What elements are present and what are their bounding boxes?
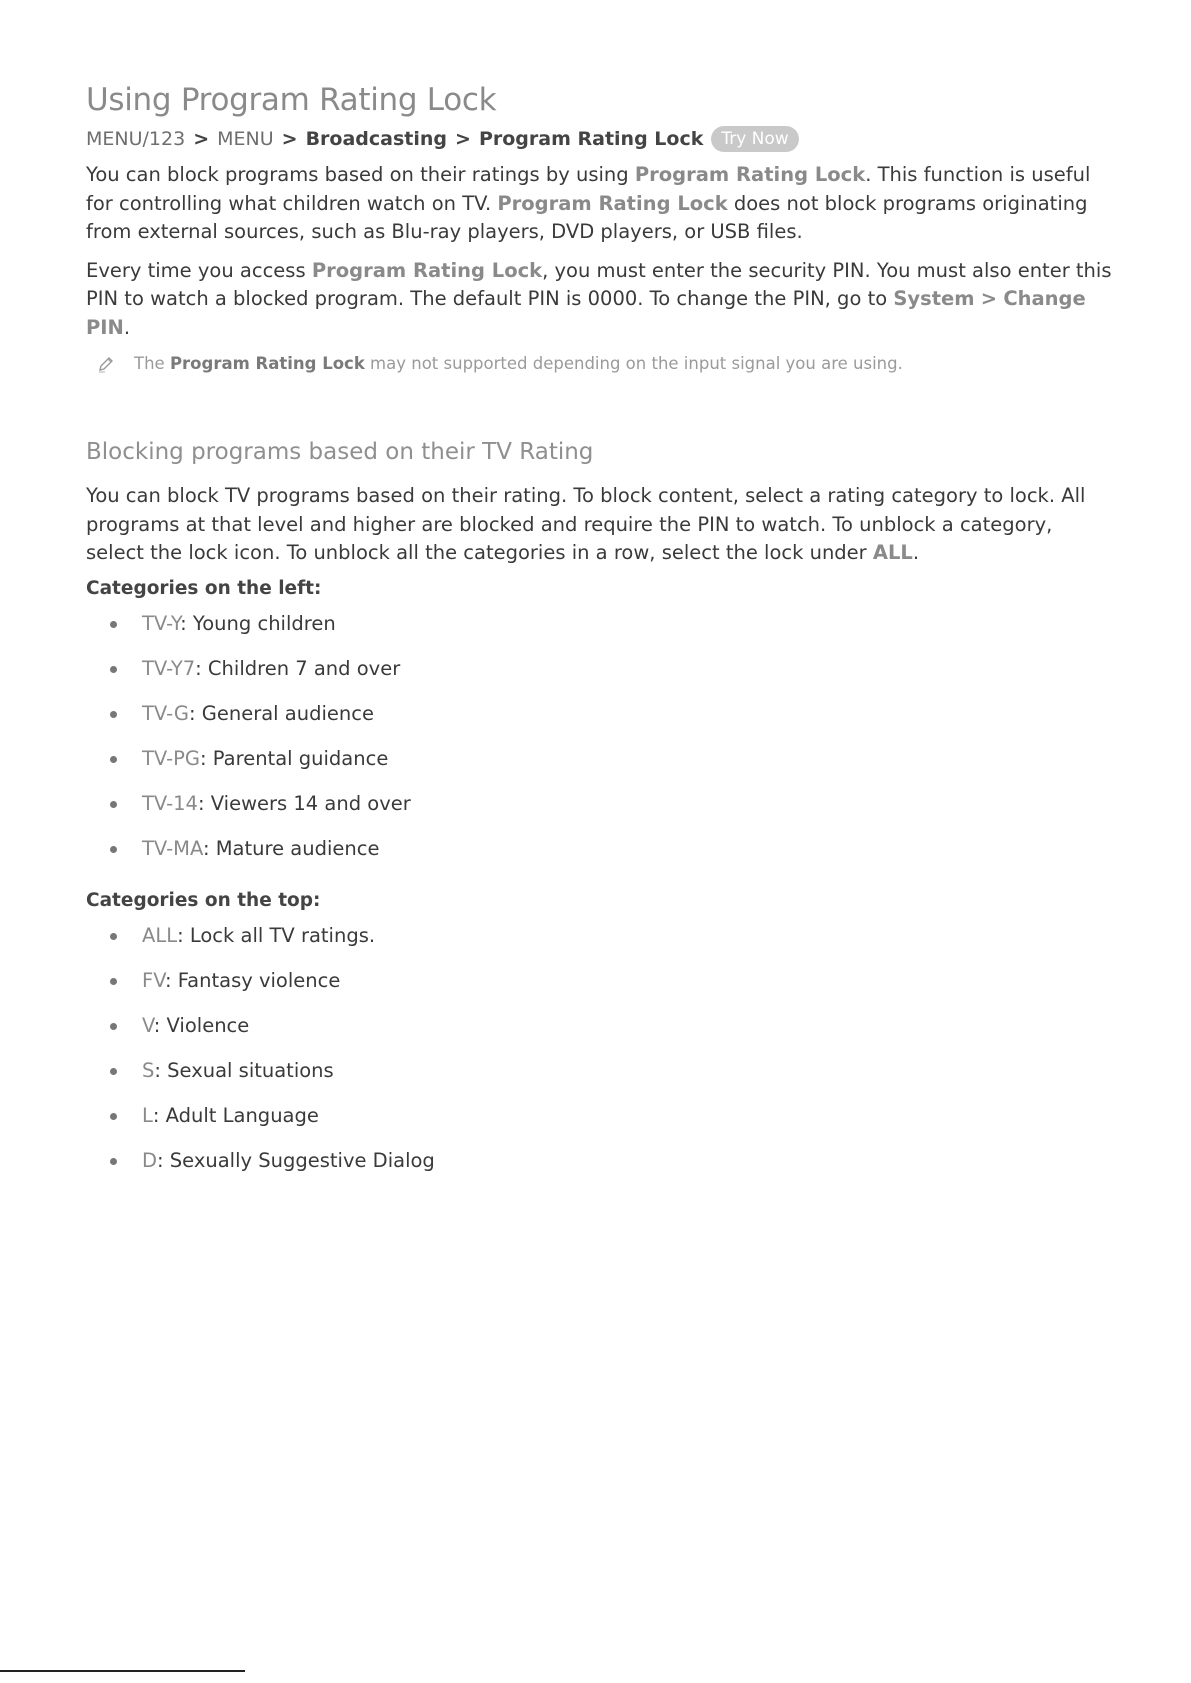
list-item: V: Violence — [86, 1012, 1116, 1057]
list-item: ALL: Lock all TV ratings. — [86, 922, 1116, 967]
term-all: ALL — [872, 541, 913, 564]
note — [86, 352, 1116, 376]
chevron-right-icon: > — [193, 128, 210, 150]
breadcrumb-item-menu: MENU — [217, 128, 274, 150]
intro-paragraph-1: You can block programs based on their ratings by using Program Rating Lock. This function is useful for controlling what children watch on TV. Program Rating Lock does not block programs originating from external sources, such as Blu-ray players, DVD players, or USB files. — [86, 163, 1091, 243]
manual-page — [86, 80, 1116, 1192]
bullet-icon — [110, 666, 117, 673]
list-item: L: Adult Language — [86, 1102, 1116, 1147]
bullet-icon — [110, 1068, 117, 1075]
breadcrumb-item-broadcasting: Broadcasting — [305, 128, 448, 150]
top-categories-list — [86, 922, 1116, 1192]
bullet-icon — [110, 1113, 117, 1120]
left-categories-list — [86, 610, 1116, 880]
bullet-icon — [110, 621, 117, 628]
bullet-icon — [110, 711, 117, 718]
term-program-rating-lock: Program Rating Lock — [497, 191, 728, 215]
menu-system: System — [893, 287, 975, 310]
term-program-rating-lock: Program Rating Lock — [169, 354, 365, 373]
menu-change-pin: Change PIN — [86, 287, 1086, 339]
section-paragraph: You can block TV programs based on their rating. To block content, select a rating category to lock. All programs at that level and higher are blocked and require the PIN to watch. To unblock a category, select the lock icon. To unblock all the categories in a row, select the lock under ALL. — [86, 484, 1086, 564]
list-item: S: Sexual situations — [86, 1057, 1116, 1102]
breadcrumb-item-menu123: MENU/123 — [86, 128, 186, 150]
term-program-rating-lock: Program Rating Lock — [311, 258, 543, 282]
pencil-note-icon — [96, 354, 116, 374]
bullet-icon — [110, 801, 117, 808]
try-now-button[interactable]: Try Now — [711, 126, 798, 152]
section-title: Blocking programs based on their TV Rating — [86, 439, 594, 465]
bullet-icon — [110, 1158, 117, 1165]
chevron-right-icon: > — [980, 287, 998, 310]
bullet-icon — [110, 846, 117, 853]
chevron-right-icon: > — [455, 128, 471, 150]
note-text: The Program Rating Lock may not supported depending on the input signal you are using. — [134, 354, 903, 373]
menu-path-breadcrumb — [86, 126, 1116, 152]
chevron-right-icon: > — [281, 128, 298, 150]
list-item: TV-G: General audience — [86, 700, 1116, 745]
list-item: TV-14: Viewers 14 and over — [86, 790, 1116, 835]
list-item: D: Sexually Suggestive Dialog — [86, 1147, 1116, 1192]
bullet-icon — [110, 978, 117, 985]
bullet-icon — [110, 1023, 117, 1030]
bullet-icon — [110, 756, 117, 763]
footer-divider — [0, 1670, 245, 1672]
bullet-icon — [110, 933, 117, 940]
term-program-rating-lock: Program Rating Lock — [634, 163, 866, 186]
list-item: TV-PG: Parental guidance — [86, 745, 1116, 790]
list-item: FV: Fantasy violence — [86, 967, 1116, 1012]
page-title: Using Program Rating Lock — [86, 82, 497, 118]
intro-paragraph-2: Every time you access Program Rating Lock, you must enter the security PIN. You must also enter this PIN to watch a blocked program. The default PIN is 0000. To change the PIN, go to System > Change PIN. — [86, 258, 1112, 339]
default-pin: 0000 — [587, 287, 638, 310]
breadcrumb-item-program-rating-lock: Program Rating Lock — [478, 128, 704, 150]
list-item: TV-Y7: Children 7 and over — [86, 655, 1116, 700]
list-item: TV-Y: Young children — [86, 610, 1116, 655]
left-categories-heading: Categories on the left: — [86, 577, 322, 599]
top-categories-heading: Categories on the top: — [86, 889, 321, 911]
list-item: TV-MA: Mature audience — [86, 835, 1116, 880]
